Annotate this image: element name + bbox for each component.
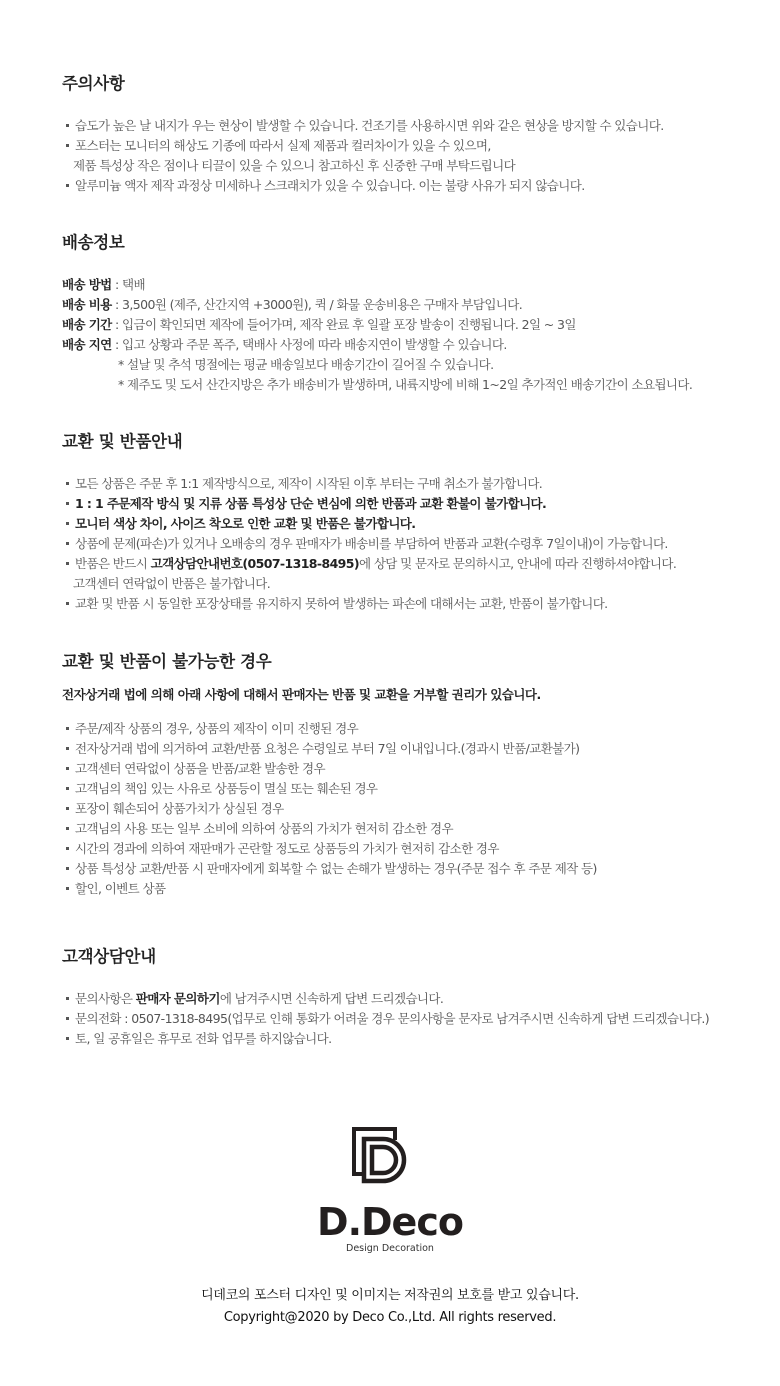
impossible-item-3: 고객센터 연락없이 상품을 반품/교환 발송한 경우 [62,759,752,779]
caution-line-1: 습도가 높은 날 내지가 우는 현상이 발생할 수 있습니다. 건조기를 사용하시면 위와 같은 현상을 방지할 수 있습니다. [62,116,752,136]
exchange-line-6: 고객센터 연락없이 반품은 불가합니다. [73,576,271,591]
shipping-cost [62,295,752,315]
impossible-lead: 전자상거래 법에 의해 아래 사항에 대해서 판매자는 반품 및 교환을 거부할 권리가 있습니다. [62,687,541,702]
shipping-delay [62,335,752,355]
shipping-note-2: * 제주도 및 도서 산간지방은 추가 배송비가 발생하며, 내륙지방에 비해 1~2일 추가적인 배송기간이 소요됩니다. [118,377,693,392]
brand-tagline: Design Decoration [346,1243,434,1254]
exchange-section [62,428,752,614]
impossible-title: 교환 및 반품이 불가능한 경우 [62,652,272,671]
impossible-item-9: 할인, 이벤트 상품 [62,879,752,899]
impossible-item-2: 전자상거래 법에 의거하여 교환/반품 요청은 수령일로 부터 7일 이내입니다.(경과시 반품/교환불가) [62,739,752,759]
caution-section [62,70,752,196]
exchange-title: 교환 및 반품안내 [62,432,183,451]
cs-line-1 [62,989,752,1009]
cs-title: 고객상담안내 [62,947,156,966]
shipping-cost-val: : 3,500원 (제주, 산간지역 +3000원), 퀵 / 화물 운송비용은 구매자 부담입니다. [111,297,523,312]
shipping-delay-key: 배송 지연 [62,337,112,352]
impossible-item-8: 상품 특성상 교환/반품 시 판매자에게 회복할 수 없는 손해가 발생하는 경우(주문 접수 후 주문 제작 등) [62,859,752,879]
impossible-item-6: 고객님의 사용 또는 일부 소비에 의하여 상품의 가치가 현저히 감소한 경우 [62,819,752,839]
exchange-line-4: 상품에 문제(파손)가 있거나 오배송의 경우 판매자가 배송비를 부담하여 반품과 교환(수령후 7일이내)이 가능합니다. [62,534,752,554]
cs-section [62,943,752,1049]
exchange-line-7: 교환 및 반품 시 동일한 포장상태를 유지하지 못하여 발생하는 파손에 대해서는 교환, 반품이 불가합니다. [62,594,752,614]
brand-name: D.Deco [317,1200,463,1244]
shipping-note-1: * 설날 및 추석 명절에는 평균 배송일보다 배송기간이 길어질 수 있습니다. [118,357,494,372]
shipping-method-val: : 택배 [111,277,145,292]
caution-line-3: 제품 특성상 작은 점이나 티끌이 있을 수 있으니 참고하신 후 신중한 구매 부탁드립니다 [73,158,516,173]
impossible-item-7: 시간의 경과에 의하여 재판매가 곤란할 정도로 상품등의 가치가 현저히 감소한 경우 [62,839,752,859]
shipping-period-key: 배송 기간 [62,317,112,332]
impossible-item-5: 포장이 훼손되어 상품가치가 상실된 경우 [62,799,752,819]
shipping-method-key: 배송 방법 [62,277,112,292]
impossible-section [62,648,752,899]
exchange-line-5-pre: 반품은 반드시 [75,556,151,571]
seller-inquiry-link[interactable]: 판매자 문의하기 [135,991,220,1006]
caution-line-4: 알루미늄 액자 제작 과정상 미세하나 스크래치가 있을 수 있습니다. 이는 불량 사유가 되지 않습니다. [62,176,752,196]
caution-line-2: 포스터는 모니터의 해상도 기종에 따라서 실제 제품과 컬러차이가 있을 수 있으며, [62,136,752,156]
exchange-line-1: 모든 상품은 주문 후 1:1 제작방식으로, 제작이 시작된 이후 부터는 구매 취소가 불가합니다. [62,474,752,494]
caution-title: 주의사항 [62,74,125,93]
shipping-period-val: : 입금이 확인되면 제작에 들어가며, 제작 완료 후 일괄 포장 발송이 진행됩니다. 2일 ~ 3일 [111,317,576,332]
exchange-line-3: 모니터 색상 차이, 사이즈 착오로 인한 교환 및 반품은 불가합니다. [62,514,752,534]
shipping-period [62,315,752,335]
cs-line-1-post: 에 남겨주시면 신속하게 답변 드리겠습니다. [219,991,444,1006]
shipping-section [62,229,752,395]
exchange-line-5 [62,554,752,574]
shipping-method [62,275,752,295]
impossible-item-1: 주문/제작 상품의 경우, 상품의 제작이 이미 진행된 경우 [62,719,752,739]
ddeco-logo-icon [350,1125,412,1187]
shipping-title: 배송정보 [62,233,125,252]
shipping-delay-val: : 입고 상황과 주문 폭주, 택배사 사정에 따라 배송지연이 발생할 수 있습니다. [111,337,507,352]
cs-line-3: 토, 일 공휴일은 휴무로 전화 업무를 하지않습니다. [62,1029,752,1049]
cs-phone-highlight: 고객상담안내번호(0507-1318-8495) [150,556,359,571]
exchange-line-5-post: 에 상담 및 문자로 문의하시고, 안내에 따라 진행하셔야합니다. [358,556,677,571]
cs-line-2: 문의전화 : 0507-1318-8495(업무로 인해 통화가 어려울 경우 문의사항을 문자로 남겨주시면 신속하게 답변 드리겠습니다.) [62,1009,752,1029]
copyright-ko: 디데코의 포스터 디자인 및 이미지는 저작권의 보호를 받고 있습니다. [201,1288,579,1303]
exchange-line-2: 1 : 1 주문제작 방식 및 지류 상품 특성상 단순 변심에 의한 반품과 교환 환불이 불가합니다. [62,494,752,514]
cs-line-1-pre: 문의사항은 [75,991,136,1006]
copyright-en: Copyright@2020 by Deco Co.,Ltd. All rights reserved. [223,1310,557,1325]
impossible-item-4: 고객님의 책임 있는 사유로 상품등이 멸실 또는 훼손된 경우 [62,779,752,799]
shipping-cost-key: 배송 비용 [62,297,112,312]
